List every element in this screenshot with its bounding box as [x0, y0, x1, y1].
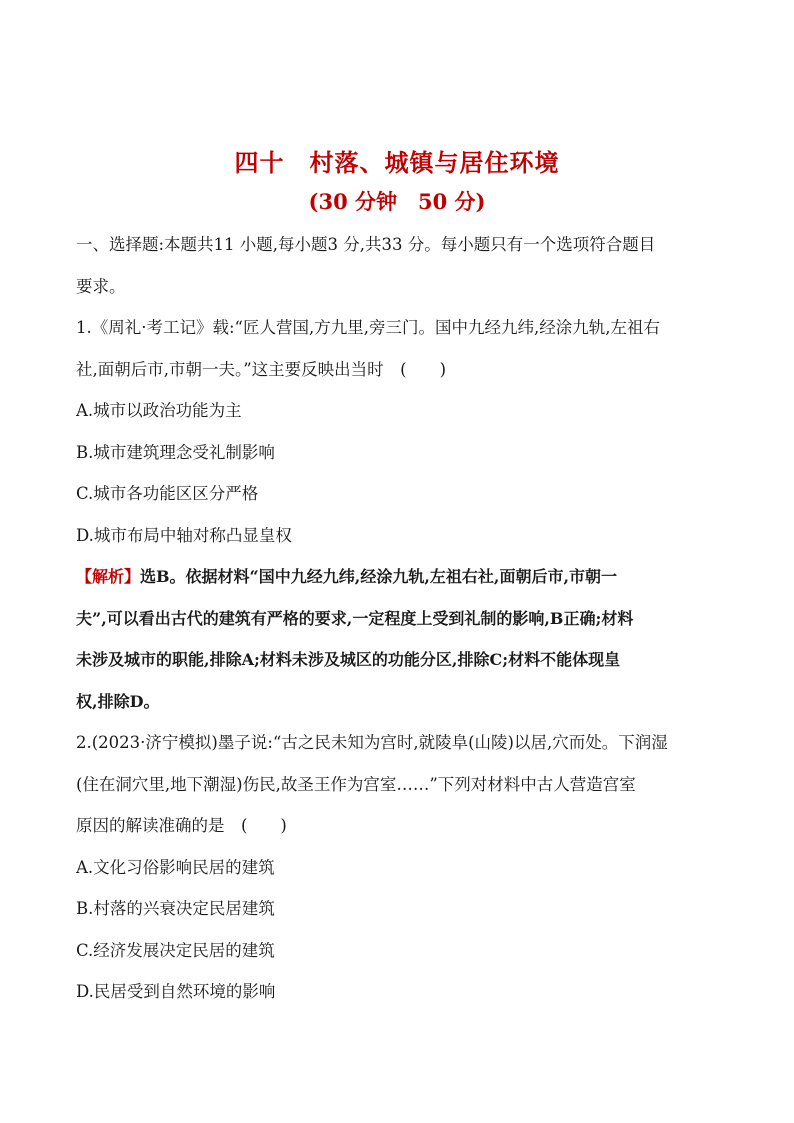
analysis-tag: 【解析】: [76, 567, 141, 586]
question-1-option-a: A.城市以政治功能为主: [76, 401, 242, 420]
question-2-stem-line-2: (住在洞穴里,地下潮湿)伤民,故圣王作为宫室……”下列对材料中古人营造宫室: [76, 774, 636, 794]
analysis-text-1: 选B。依据材料“国中九经九纬,经涂九轨,左祖右社,面朝后市,市朝一: [140, 567, 618, 586]
analysis-line-3: 未涉及城市的职能,排除A;材料未涉及城区的功能分区,排除C;材料不能体现皇: [76, 650, 621, 669]
analysis-line-4: 权,排除D。: [76, 691, 160, 711]
question-1-stem-line-2: 社,面朝后市,市朝一夫。”这主要反映出当时 ( ): [76, 359, 447, 379]
analysis-line-2: 夫”,可以看出古代的建筑有严格的要求,一定程度上受到礼制的影响,B正确;材料: [76, 608, 634, 628]
question-1-option-d: D.城市布局中轴对称凸显皇权: [76, 525, 292, 545]
question-2-option-b: B.村落的兴衰决定民居建筑: [76, 899, 275, 918]
question-2-option-a: A.文化习俗影响民居的建筑: [76, 857, 275, 877]
question-1-option-b: B.城市建筑理念受礼制影响: [76, 442, 275, 462]
page-title: 四十 村落、城镇与居住环境: [234, 149, 560, 177]
section-instructions-line-1: 一、选择题:本题共11 小题,每小题3 分,共33 分。每小题只有一个选项符合题目: [76, 235, 656, 254]
section-instructions-line-2: 要求。: [76, 276, 126, 296]
question-1-analysis: [76, 556, 726, 722]
question-1: [76, 307, 726, 722]
question-2-option-c: C.经济发展决定民居的建筑: [76, 940, 275, 960]
question-2: [76, 722, 726, 1013]
question-2-stem-line-1: 2.(2023·济宁模拟)墨子说:“古之民未知为宫时,就陵阜(山陵)以居,穴而处。下润湿: [76, 733, 668, 752]
question-2-stem-line-3: 原因的解读准确的是 ( ): [76, 816, 287, 835]
question-2-option-d: D.民居受到自然环境的影响: [76, 982, 276, 1001]
question-1-stem-line-1: 1.《周礼·考工记》载:“匠人营国,方九里,旁三门。国中九经九纬,经涂九轨,左祖右: [76, 318, 660, 337]
page-subtitle: (30 分钟 50 分): [308, 189, 486, 214]
document-content: [76, 224, 726, 1013]
question-1-option-c: C.城市各功能区区分严格: [76, 484, 259, 503]
analysis-line-1: [76, 556, 726, 598]
